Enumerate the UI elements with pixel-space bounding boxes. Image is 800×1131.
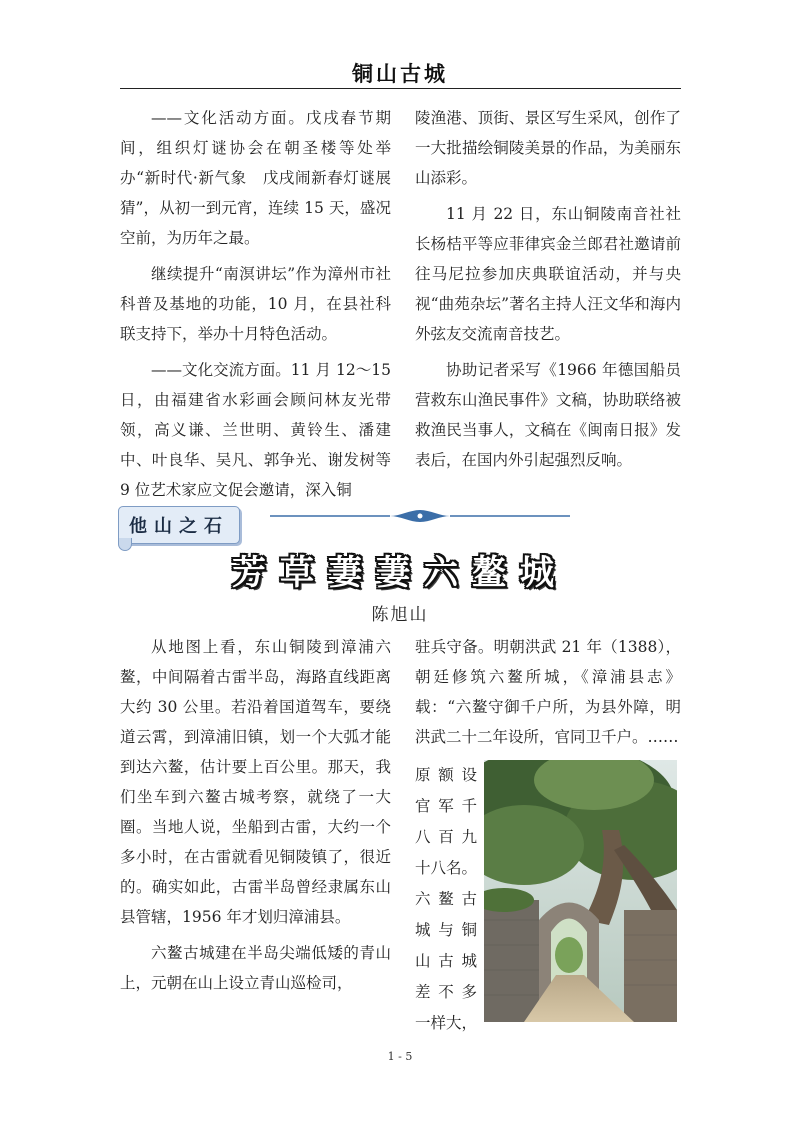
text-beside-photo	[415, 760, 477, 1039]
paragraph: 驻兵守备。明朝洪武 21 年（1388），朝廷修筑六鳌所城，《漳浦县志》载：“六鳌守御千户所，为县外障，明洪武二十二年设所，官同卫千户。……	[415, 638, 681, 746]
text-line: 差不多	[415, 983, 477, 1001]
text-line: 官军千	[415, 797, 477, 815]
ornamental-divider-icon	[270, 508, 570, 524]
article-right-column	[415, 632, 681, 758]
text-line: 原额设	[415, 766, 477, 784]
text-line: 八百九	[415, 828, 477, 846]
page-header-title: 铜山古城	[352, 61, 448, 86]
top-left-column	[120, 103, 391, 511]
text-line: 城与铜	[415, 921, 477, 939]
text-line: 一样大，	[415, 1014, 478, 1032]
paragraph: 六鳌古城建在半岛尖端低矮的青山上，元朝在山上设立青山巡检司，	[120, 944, 391, 992]
paragraph: 继续提升“南溟讲坛”作为漳州市社科普及基地的功能，10 月，在县社科联支持下，举办十月特色活动。	[120, 265, 391, 343]
article-left-column	[120, 632, 391, 1004]
article-title: 芳草萋萋六鳌城	[232, 553, 568, 593]
paragraph: ——文化活动方面。戊戌春节期间，组织灯谜协会在朝圣楼等处举办“新时代·新气象 戊戌闹新春灯谜展猜”，从初一到元宵，连续 15 天，盛况空前，为历年之最。	[120, 109, 391, 247]
text-line: 六鳌古	[415, 890, 477, 908]
text-line: 山古城	[415, 952, 477, 970]
section-banner: 他山之石	[118, 506, 240, 544]
header-divider	[120, 88, 681, 89]
paragraph: 11 月 22 日，东山铜陵南音社社长杨桔平等应菲律宾金兰郎君社邀请前往马尼拉参加庆典联谊活动，并与央视“曲苑杂坛”著名主持人汪文华和海内外弦友交流南音技艺。	[415, 205, 681, 343]
top-right-column	[415, 103, 681, 481]
text-line: 十八名。	[415, 859, 478, 877]
article-author: 陈旭山	[371, 605, 429, 625]
paragraph: 协助记者采写《1966 年德国船员营救东山渔民事件》文稿，协助联络被救渔民当事人，文稿在《闽南日报》发表后，在国内外引起强烈反响。	[415, 361, 681, 469]
paragraph: ——文化交流方面。11 月 12～15 日，由福建省水彩画会顾问林友光带领，高义谦、兰世明、黄铃生、潘建中、叶良华、吴凡、郭争光、谢发树等 9 位艺术家应文促会邀请，深入铜	[120, 361, 391, 499]
page-number: 1 - 5	[387, 1050, 413, 1063]
paragraph: 陵渔港、顶街、景区写生采风，创作了一大批描绘铜陵美景的作品，为美丽东山添彩。	[415, 109, 681, 187]
paragraph: 从地图上看，东山铜陵到漳浦六鳌，中间隔着古雷半岛，海路直线距离大约 30 公里。若沿着国道驾车，要绕道云霄，到漳浦旧镇，划一个大弧才能到达六鳌，估计要上百公里。那天，我们坐车到六鳌古城考察，就绕了一大圈。当地人说，坐船到古雷，大约一个多小时，在古雷就看见铜陵镇了，很近的。确实如此，古雷半岛曾经隶属东山县管辖，1956 年才划归漳浦县。	[120, 638, 391, 926]
old-city-gate-photo	[484, 760, 677, 1022]
